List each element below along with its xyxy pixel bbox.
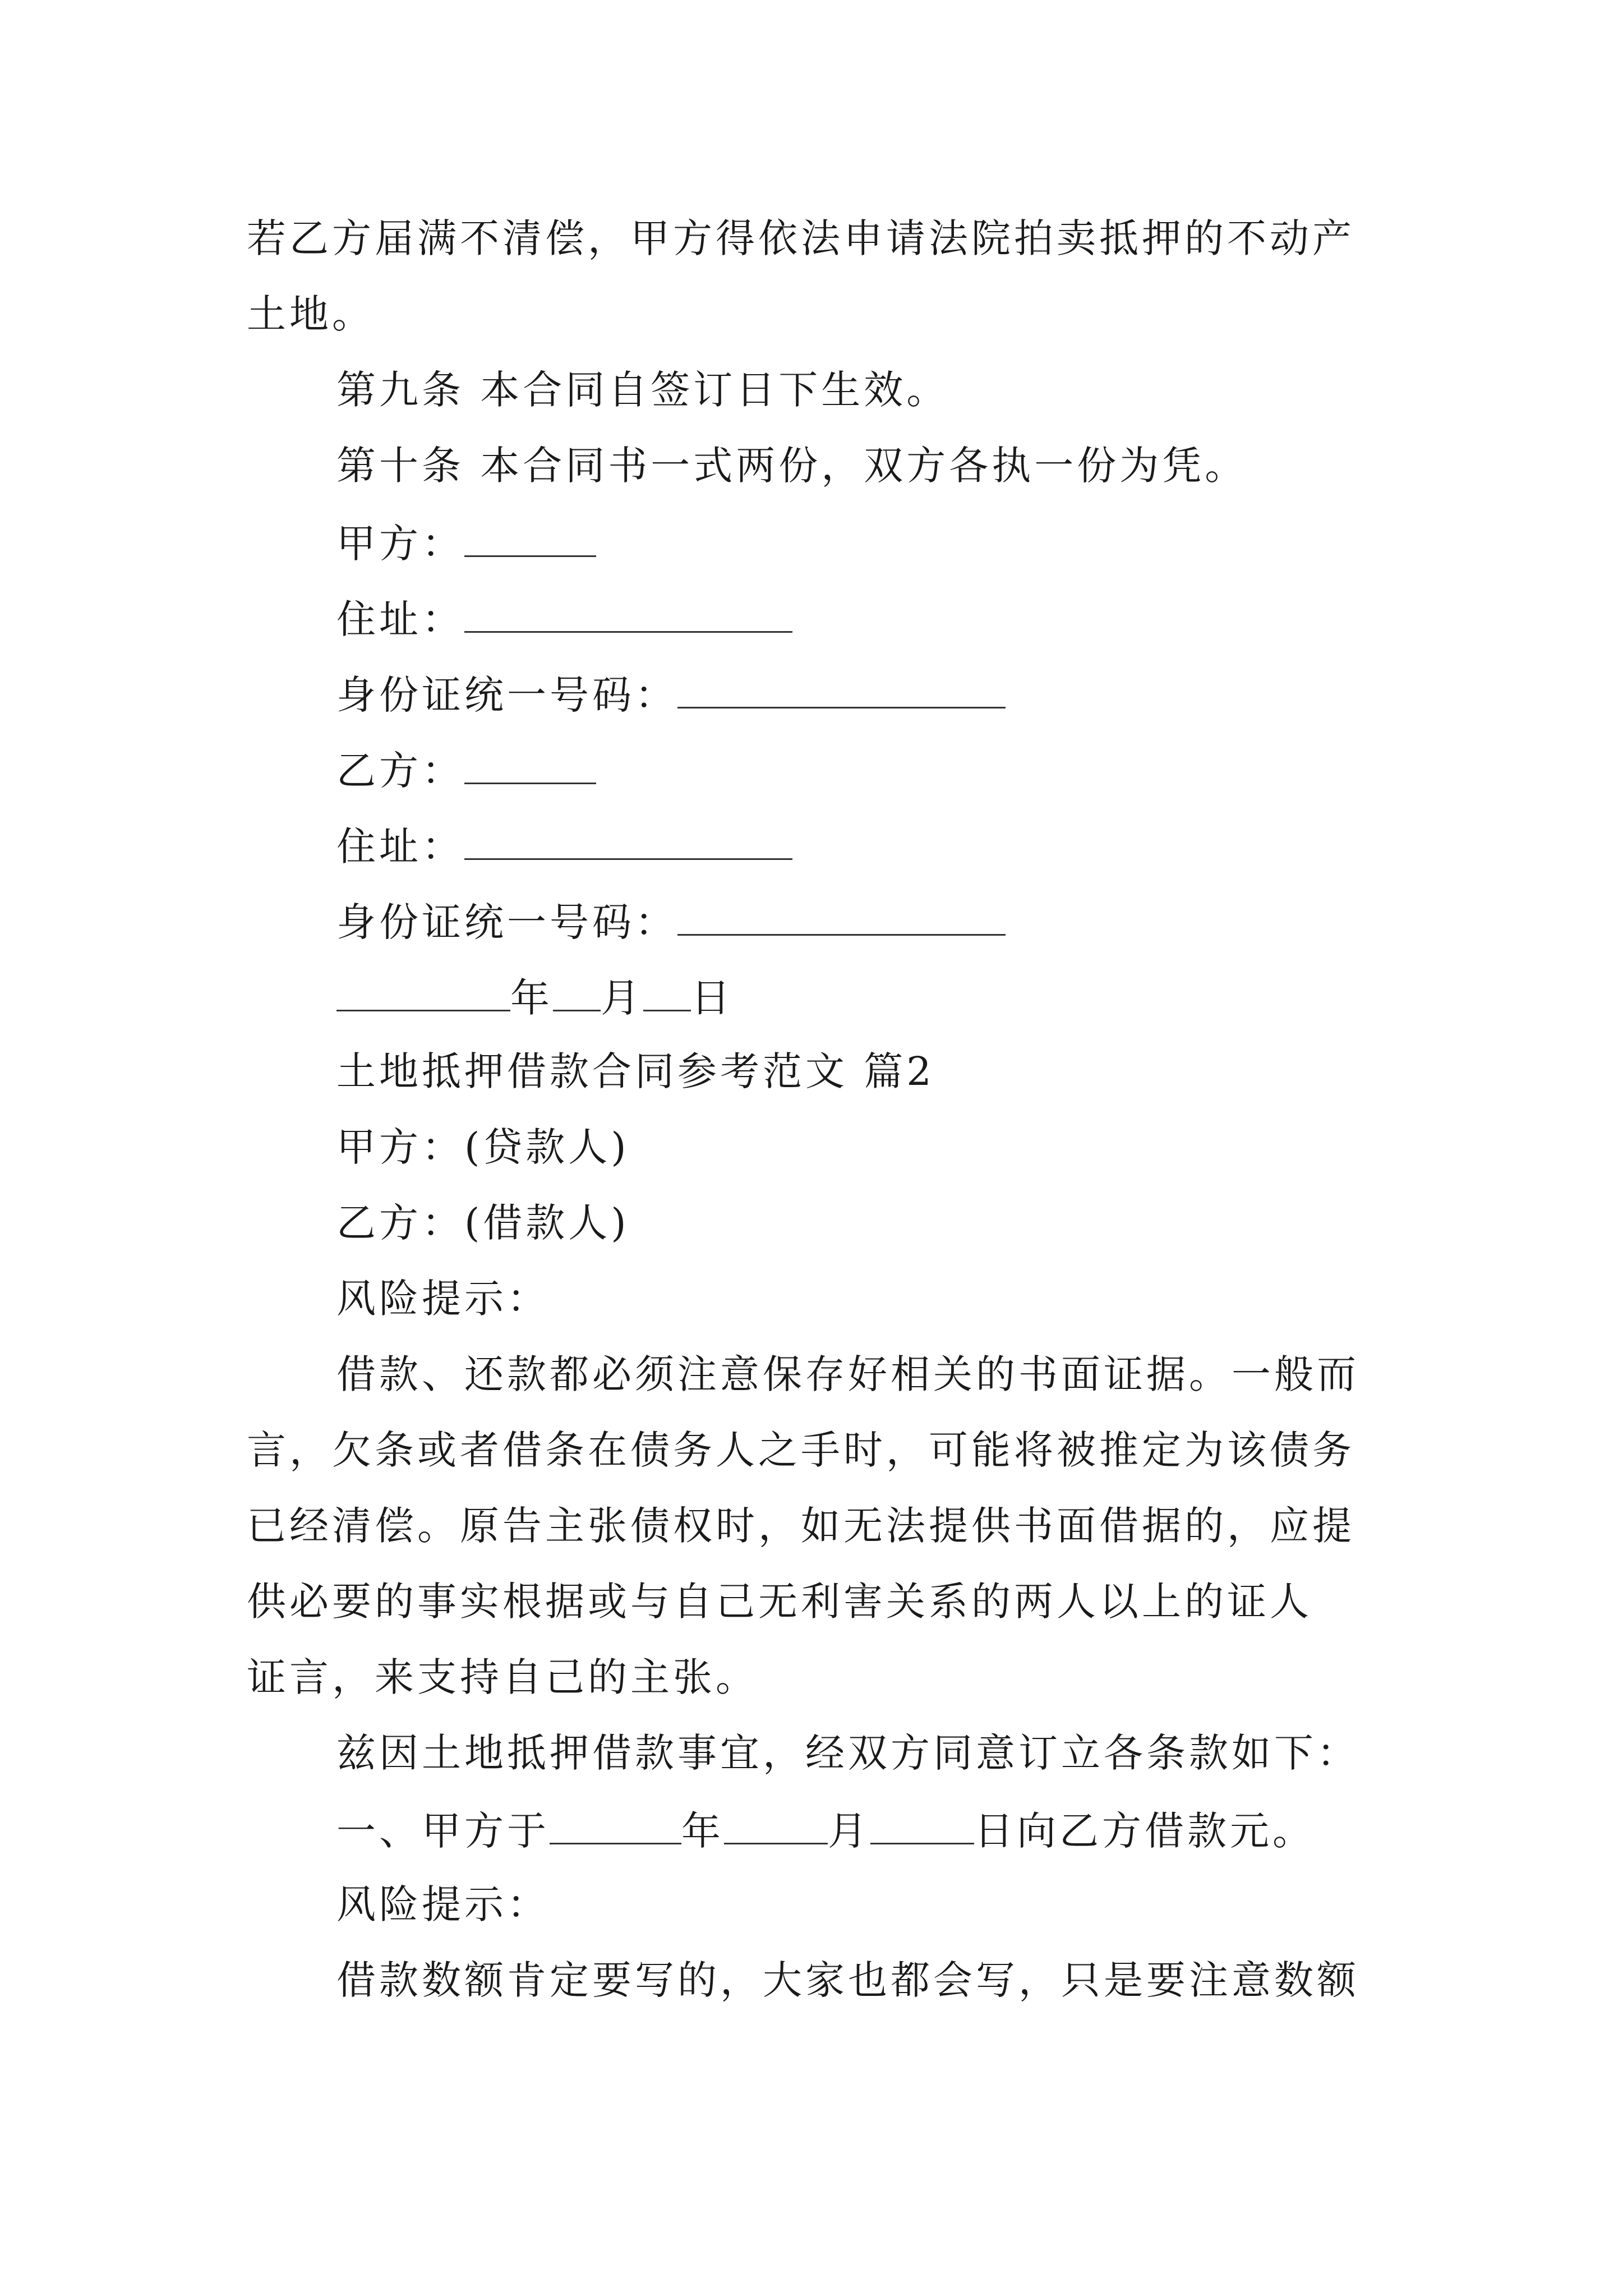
month-blank: [553, 976, 601, 1011]
clause-one-day-blank: [870, 1809, 974, 1844]
clause-one-month: 月: [828, 1808, 870, 1854]
lender-line: 甲方：(贷款人): [336, 1124, 630, 1170]
id-b-row: [336, 899, 1006, 945]
party-a-row: [336, 521, 596, 567]
clause-one-year-blank: [550, 1809, 681, 1844]
address-b-label: 住址：: [336, 823, 464, 869]
party-b-blank: [464, 749, 596, 784]
party-a-blank: [464, 522, 596, 557]
article-nine: 第九条 本合同自签订日下生效。: [336, 367, 949, 413]
clause-one-year: 年: [681, 1808, 724, 1854]
paragraph-line: 借款、还款都必须注意保存好相关的书面证据。一般而: [336, 1351, 1359, 1397]
paragraph-line: 供必要的事实根据或与自己无利害关系的两人以上的证人: [247, 1579, 1312, 1625]
address-a-blank: [464, 597, 792, 633]
party-b-label: 乙方：: [336, 748, 464, 794]
day-blank: [643, 976, 691, 1011]
address-a-row: [336, 596, 792, 642]
id-b-blank: [677, 900, 1006, 936]
clause-one-suffix: 日向乙方借款元。: [974, 1808, 1315, 1854]
article-ten: 第十条 本合同书一式两份，双方各执一份为凭。: [336, 443, 1248, 489]
risk-tip-heading: 风险提示：: [336, 1881, 550, 1927]
id-a-label: 身份证统一号码：: [336, 672, 677, 718]
clause-one-row: [336, 1808, 1315, 1854]
paragraph-line: 借款数额肯定要写的，大家也都会写，只是要注意数额: [336, 1957, 1359, 2003]
year-blank: [336, 976, 510, 1011]
address-a-label: 住址：: [336, 596, 464, 642]
section-title: 土地抵押借款合同参考范文 篇2: [336, 1048, 935, 1094]
paragraph-line: 言，欠条或者借条在债务人之手时，可能将被推定为该债务: [247, 1427, 1355, 1473]
paragraph-line: 若乙方届满不清偿，甲方得依法申请法院拍卖抵押的不动产: [247, 215, 1355, 261]
intro-line: 兹因土地抵押借款事宜，经双方同意订立各条款如下：: [336, 1730, 1359, 1776]
risk-tip-heading: 风险提示：: [336, 1276, 550, 1322]
id-a-row: [336, 672, 1006, 718]
paragraph-line: 已经清偿。原告主张债权时，如无法提供书面借据的，应提: [247, 1503, 1355, 1549]
clause-one-prefix: 一、甲方于: [336, 1808, 550, 1854]
address-b-blank: [464, 825, 792, 860]
party-b-row: [336, 748, 596, 794]
id-a-blank: [677, 673, 1006, 708]
date-row: [336, 975, 734, 1021]
address-b-row: [336, 823, 792, 869]
clause-one-month-blank: [724, 1809, 828, 1844]
paragraph-line: 土地。: [247, 291, 375, 337]
party-a-label: 甲方：: [336, 521, 464, 567]
year-label: 年: [510, 975, 553, 1021]
id-b-label: 身份证统一号码：: [336, 899, 677, 945]
paragraph-line: 证言，来支持自己的主张。: [247, 1654, 758, 1700]
month-label: 月: [601, 975, 643, 1021]
borrower-line: 乙方：(借款人): [336, 1200, 630, 1246]
day-label: 日: [691, 975, 734, 1021]
